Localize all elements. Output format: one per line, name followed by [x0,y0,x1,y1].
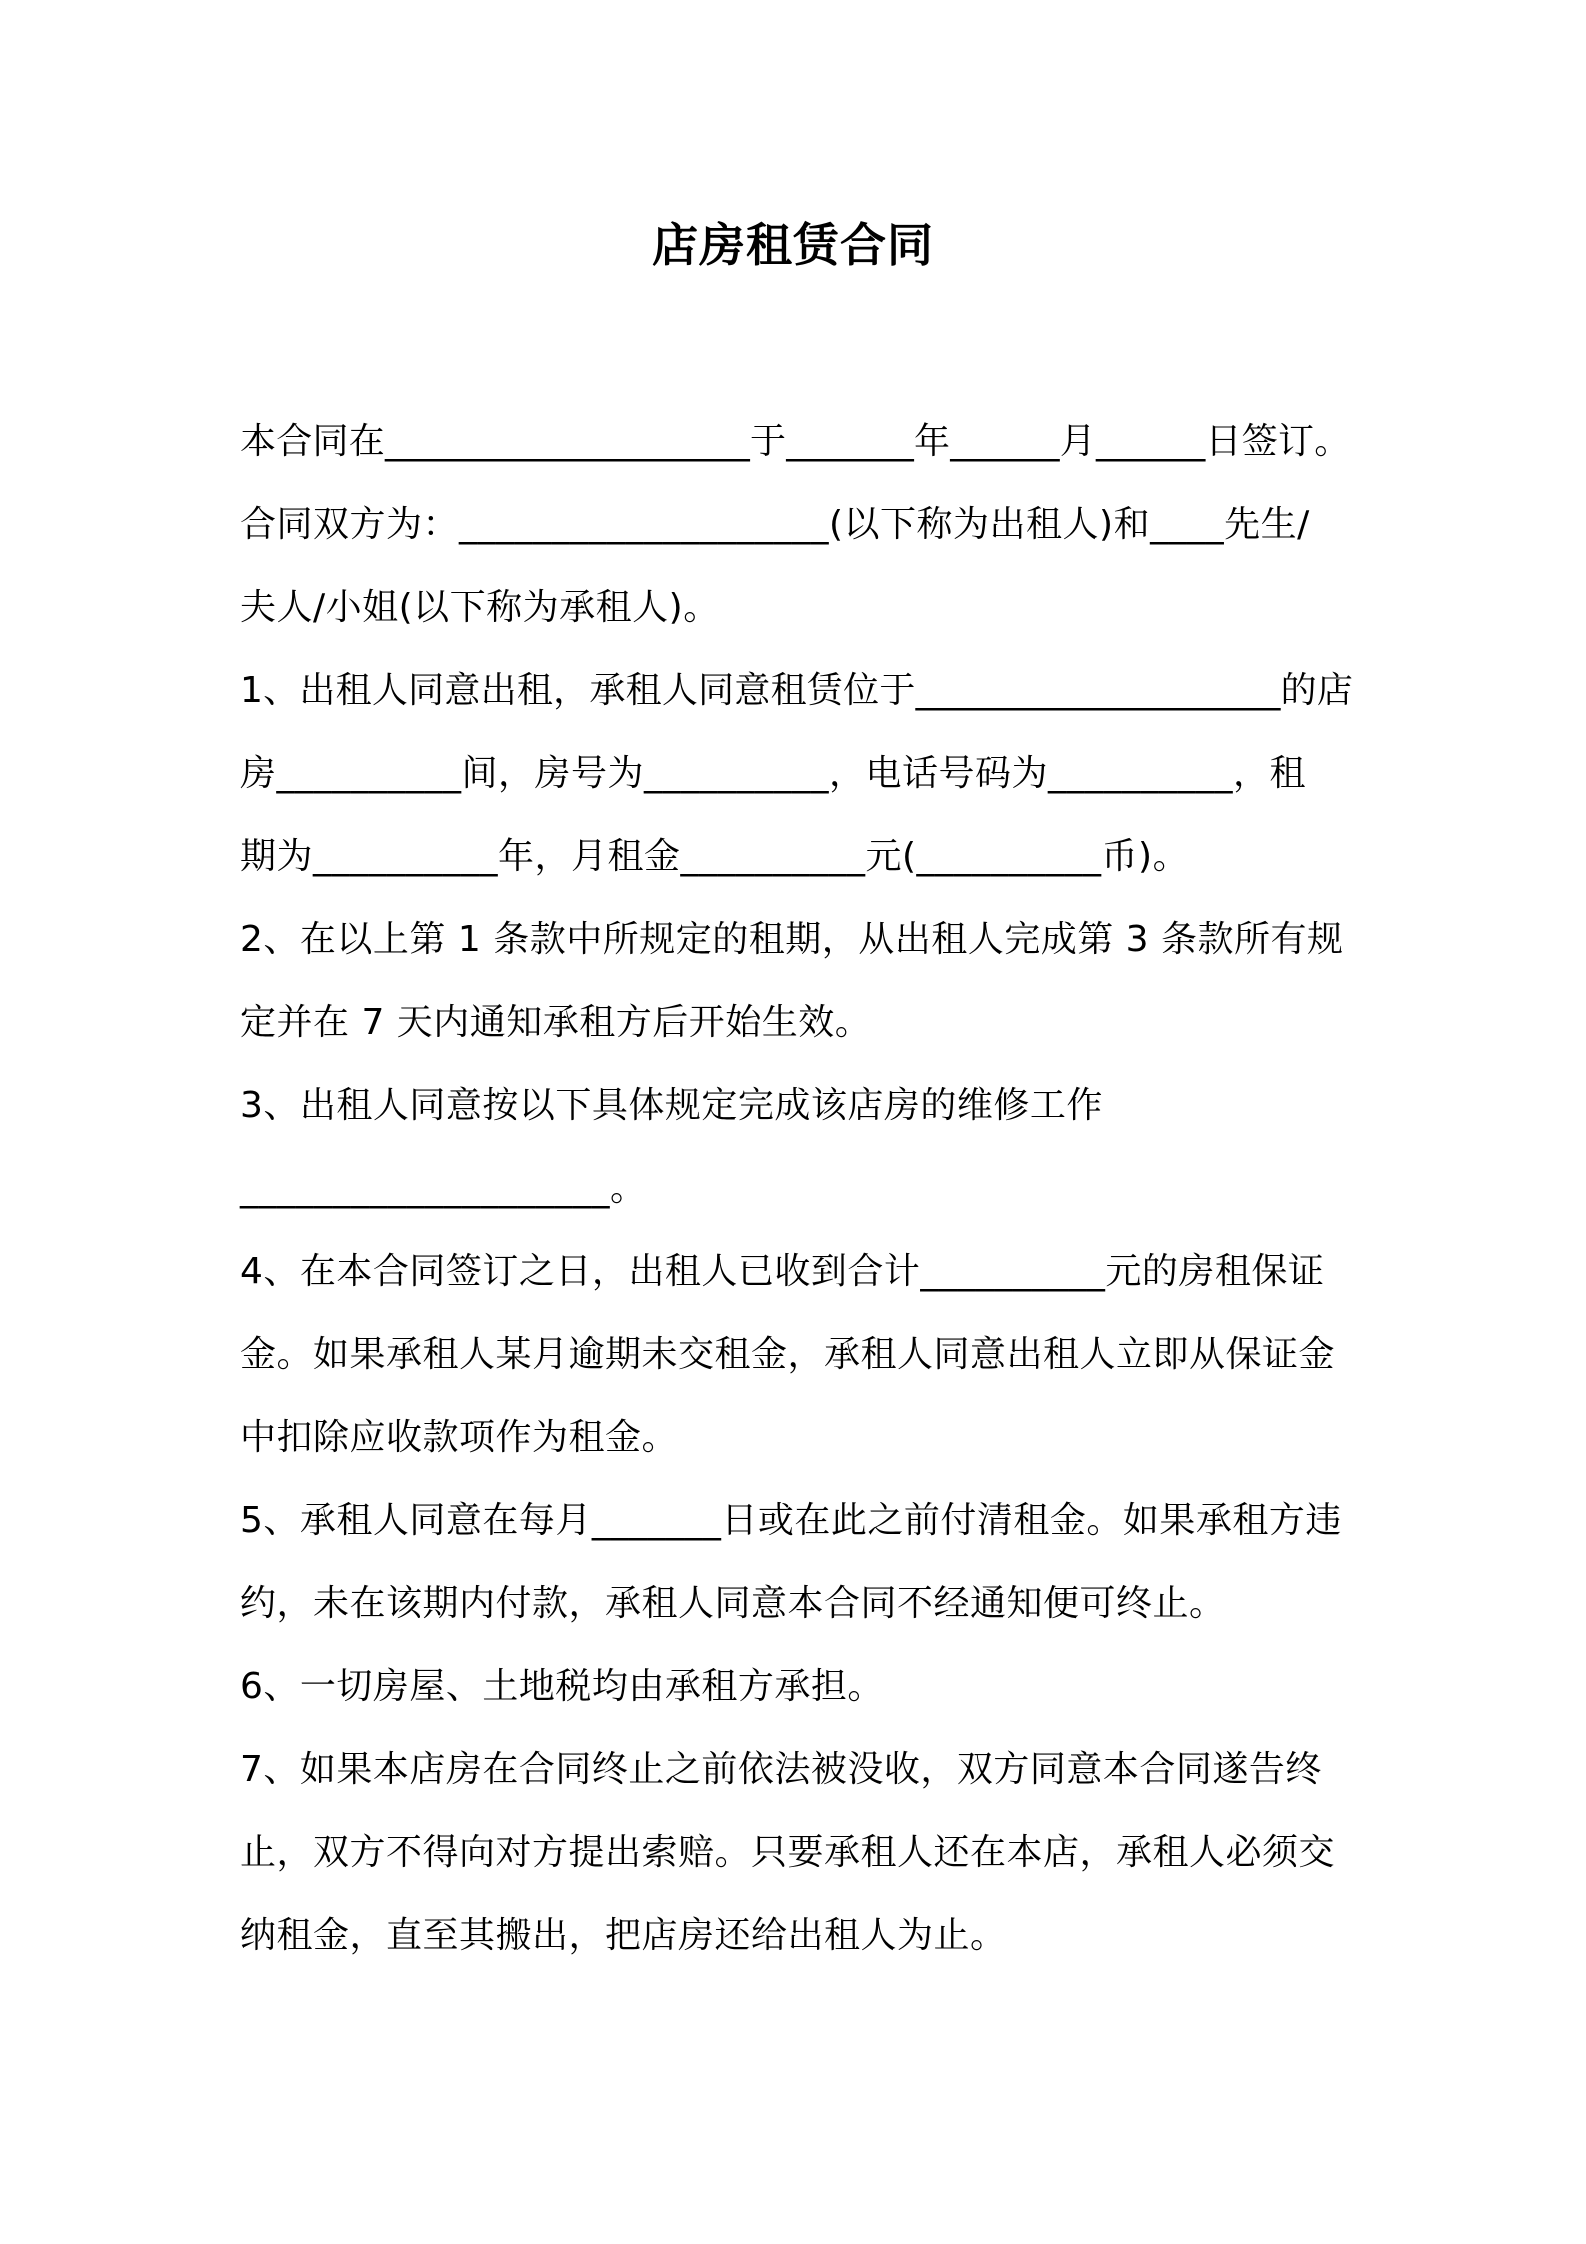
clause-7-line-2: 止，双方不得向对方提出索赔。只要承租人还在本店，承租人必须交 [240,1832,1336,1873]
contract-parties-line: 合同双方为：____________________(以下称为出租人)和____先生/ [240,504,1310,545]
clause-1-line-1: 1、出租人同意出租，承租人同意租赁位于____________________的店 [240,670,1354,711]
clause-6-line-1: 6、一切房屋、土地税均由承租方承担。 [240,1666,884,1707]
clause-7-line-3: 纳租金，直至其搬出，把店房还给出租人为止。 [240,1915,1007,1956]
clause-3-line-1: 3、出租人同意按以下具体规定完成该店房的维修工作 [240,1085,1103,1126]
clause-7-line-1: 7、如果本店房在合同终止之前依法被没收，双方同意本合同遂告终 [240,1749,1322,1790]
clause-4-line-2: 金。如果承租人某月逾期未交租金，承租人同意出租人立即从保证金 [240,1334,1336,1375]
document-title: 店房租赁合同 [652,218,934,272]
clause-1-line-2: 房__________间，房号为__________，电话号码为__________，租 [240,753,1307,794]
clause-5-line-2: 约，未在该期内付款，承租人同意本合同不经通知便可终止。 [240,1583,1226,1624]
clause-3-line-2: ____________________。 [240,1168,647,1209]
clause-2-line-1: 2、在以上第 1 条款中所规定的租期，从出租人完成第 3 条款所有规 [240,919,1344,960]
clause-5-line-1: 5、承租人同意在每月_______日或在此之前付清租金。如果承租方违 [240,1500,1342,1541]
clause-2-line-2: 定并在 7 天内通知承租方后开始生效。 [240,1002,872,1043]
clause-4-line-1: 4、在本合同签订之日，出租人已收到合计__________元的房租保证 [240,1251,1325,1292]
contract-parties-line-cont: 夫人/小姐(以下称为承租人)。 [240,587,720,628]
document-body [240,400,1360,1977]
contract-signing-line: 本合同在____________________于_______年______月______日签订。 [240,421,1351,462]
clause-4-line-3: 中扣除应收款项作为租金。 [240,1417,679,1458]
clause-1-line-3: 期为__________年，月租金__________元(__________币)。 [240,836,1190,877]
